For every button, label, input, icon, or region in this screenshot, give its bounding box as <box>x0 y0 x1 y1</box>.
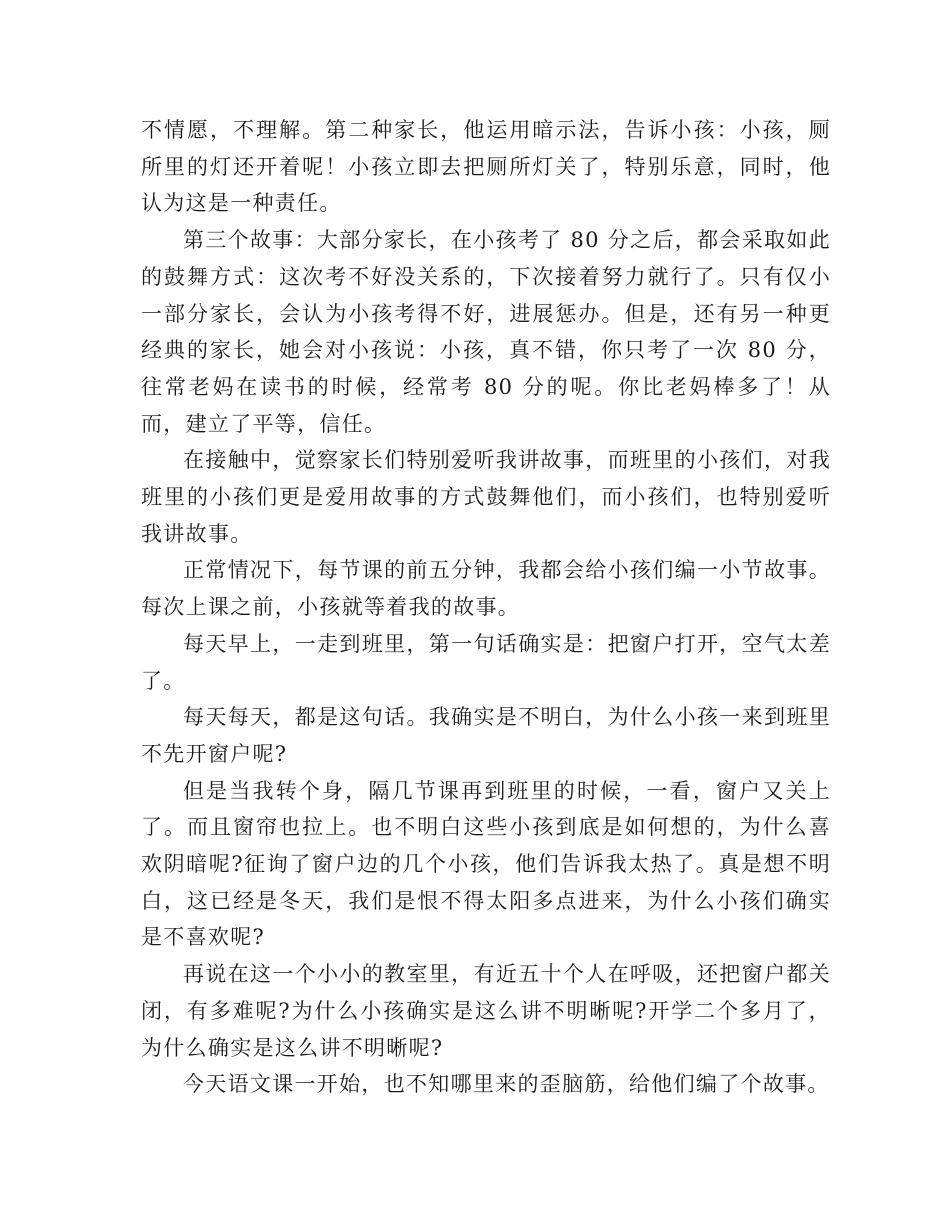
paragraph: 第三个故事：大部分家长，在小孩考了 80 分之后，都会采取如此的鼓舞方式：这次考不好没关系的，下次接着努力就行了。只有仅小一部分家长，会认为小孩考得不好，进展惩办。但是，还有另一种更经典的家长，她会对小孩说：小孩，真不错，你只考了一次 80 分，往常老妈在读书的时候，经常考 80 分的呢。你比老妈棒多了！从而，建立了平等，信任。 <box>141 228 831 436</box>
paragraph: 在接触中，觉察家长们特别爱听我讲故事，而班里的小孩们，对我班里的小孩们更是爱用故事的方式鼓舞他们，而小孩们，也特别爱听我讲故事。 <box>141 448 831 546</box>
paragraph: 每天每天，都是这句话。我确实是不明白，为什么小孩一来到班里不先开窗户呢? <box>141 705 831 766</box>
paragraph: 正常情况下，每节课的前五分钟，我都会给小孩们编一小节故事。每次上课之前，小孩就等着我的故事。 <box>141 558 831 620</box>
paragraph: 但是当我转个身，隔几节课再到班里的时候，一看，窗户又关上了。而且窗帘也拉上。也不明白这些小孩到底是如何想的，为什么喜欢阴暗呢?征询了窗户边的几个小孩，他们告诉我太热了。真是想不明白，这已经是冬天，我们是恨不得太阳多点进来，为什么小孩们确实是不喜欢呢? <box>141 778 831 950</box>
paragraph: 今天语文课一开始，也不知哪里来的歪脑筋，给他们编了个故事。 <box>183 1072 830 1097</box>
paragraph: 每天早上，一走到班里，第一句话确实是：把窗户打开，空气太差了。 <box>141 631 831 693</box>
body-text <box>141 112 831 1103</box>
paragraph-continuation: 不情愿，不理解。第二种家长，他运用暗示法，告诉小孩：小孩，厕所里的灯还开着呢！小孩立即去把厕所灯关了，特别乐意，同时，他认为这是一种责任。 <box>141 118 831 216</box>
paragraph: 再说在这一个小小的教室里，有近五十个人在呼吸，还把窗户都关闭，有多难呢?为什么小孩确实是这么讲不明晰呢?开学二个多月了，为什么确实是这么讲不明晰呢? <box>141 962 831 1060</box>
